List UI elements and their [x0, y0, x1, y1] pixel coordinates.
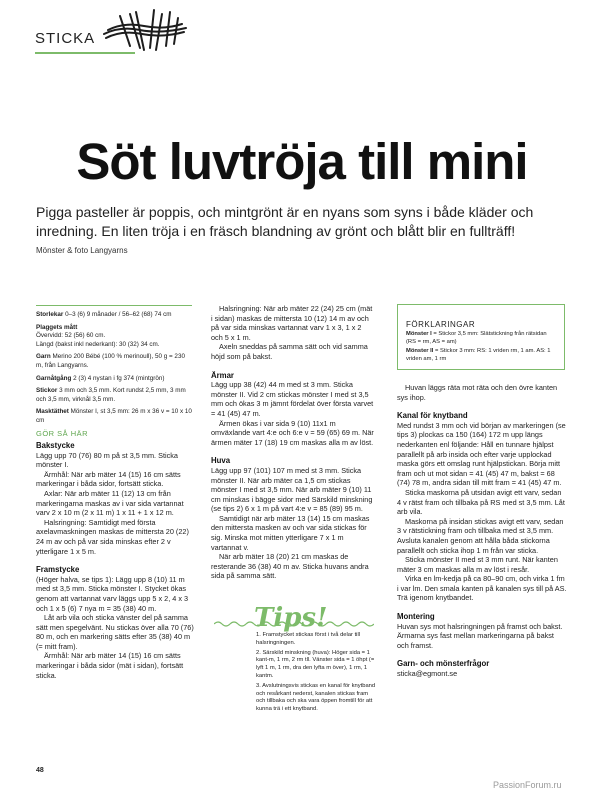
- page-number: 48: [36, 767, 44, 774]
- section-heading: Montering: [397, 612, 435, 622]
- article-title: Söt luvtröja till mini: [76, 133, 528, 190]
- spec-label: Masktäthet: [36, 408, 69, 416]
- legend-heading: FÖRKLARINGAR: [406, 320, 476, 329]
- tips-box: [256, 632, 376, 716]
- section-tag: STICKA: [35, 30, 96, 47]
- column-2: [211, 304, 374, 581]
- paragraph: Med rundst 3 mm och vid början av markeringen (se tips 3) plockas ca 150 (164) 172 m upp längs nederkanten enl följande: Håll en tunnare hjälpst parallellt på arb insida och efter varje upplockad maska görs ett omslag runt hjälpstickan. Börja mitt fram och ut mot sidan = 41 (45) 47 m, bakst = 68 (74) 78 m, andra sidan till mitt fram = 41 (45) 47 m.: [397, 420, 566, 488]
- section-heading: Kanal för knytband: [397, 411, 468, 421]
- legend-label: Mönster II: [406, 348, 434, 355]
- paragraph: Sticka mönster II med st 3 mm runt. När kanten mäter 3 cm maskas alla m av löst i resår.: [397, 555, 558, 574]
- spec-label: Garn: [36, 353, 51, 361]
- paragraph: Halsringning: När arb mäter 22 (24) 25 cm (mät i sidan) maskas de mittersta 10 (12) 14 m av och på var sida minskas vartannat varv 1 x 3, 1 x 2 och 5 x 1 m.: [211, 304, 373, 342]
- legend-label: Mönster I: [406, 331, 432, 337]
- article-lead: Pigga pasteller är poppis, och mintgrönt är en nyans som syns i både kläder och inredning. En liten tröja i en fräsch blandning av grönt och blått blir en fullträff!: [36, 204, 534, 239]
- specs-box: Storlekar 0–3 (6) 9 månader / 56–62 (68) 74 cm Plaggets mått Övervidd: 52 (56) 60 cm. Längd (bakst inkl nederkant): 30 (32) 34 cm. Garn Merino 200 Bébé (100 % merinoull), 50 g = 230 m, från Langyarns. Garnåtgång 2 (3) 4 nystan i fg 374 (mintgrön) Stickor 3 mm och 3,5 mm. Kort rundst 2,5 mm, 3 mm och 3,5 mm, virknål 3,5 mm. Masktäthet Mönster I, st 3,5 mm: 26 m x 36 v = 10 x 10 cm: [36, 305, 192, 430]
- column-1: [36, 441, 196, 680]
- article-credit: Mönster & foto Langyarns: [36, 246, 128, 255]
- contact-heading: Garn- och mönsterfrågor: [397, 659, 490, 669]
- tips-title: Tips!: [254, 603, 328, 633]
- spec-label: Garnåtgång: [36, 374, 72, 382]
- paragraph: Ärmhål: När arb mäter 14 (15) 16 cm sätts markeringar i båda sidor (mät i sidan), fortsätt sticka.: [36, 651, 184, 680]
- paragraph: Ärmen ökas i var sida 9 (10) 11x1 m omväxlande vart 4:e och 6:e v = 59 (65) 69 m. När ärmen mäter 17 (18) 19 cm maskas alla m av löst.: [211, 418, 374, 447]
- paragraph: Axeln sneddas på samma sätt och vid samma höjd som på bakst.: [211, 342, 368, 361]
- tip-item: 2. Särskild minskning (huva): Höger sida = 1 kant-m, 1 rm, 2 rm tll. Vänster sida = 1 öhpt (= lyft 1 m, 1 rm, dra den lyfta m över), 1 rm, 1 kantm.: [256, 649, 375, 679]
- legend-body: Mönster I = Stickor 3,5 mm: Slätstickning från rätsidan (RS = rm, AS = am) Mönster II = Stickor 3 mm: RS: 1 vriden rm, 1 am. AS: 1 vriden am, 1 rm: [406, 331, 551, 362]
- paragraph: Låt arb vila och sticka vänster del på samma sätt men spegelvänt. Nu stickas över alla 70 (76) 80 m, och en markering sätts efter 35 (38) 40 m (= mitt fram).: [36, 613, 194, 651]
- section-heading: Huva: [211, 456, 231, 466]
- watermark: PassionForum.ru: [493, 780, 562, 790]
- paragraph: Huvan läggs räta mot räta och den övre kanten sys ihop.: [397, 383, 558, 402]
- paragraph: Ärmhål: När arb mäter 14 (15) 16 cm sätts markeringar i båda sidor, fortsätt sticka.: [36, 469, 181, 489]
- paragraph: Lägg upp 38 (42) 44 m med st 3 mm. Sticka mönster II. Vid 2 cm stickas mönster I med st 3,5 mm och ökas 3 m jämnt fördelat över första varvet = 41 (45) 47 m.: [211, 380, 374, 418]
- tip-item: 3. Avslutningsvis stickas en kanal för knytband och resårkant nederst, kanalen stickas fram och tillbaka och ska vara öppen fromtill för att kunna trä i ett knytband.: [256, 682, 376, 713]
- contact-email: sticka@egmont.se: [397, 669, 458, 679]
- paragraph: Virka en lm-kedja på ca 80–90 cm, och virka 1 fm i var lm. Den smala kanten på kanalen sys till på AS. Trä igenom knytbandet.: [397, 574, 567, 603]
- section-heading: Ärmar: [211, 370, 234, 380]
- paragraph: Lägg upp 97 (101) 107 m med st 3 mm. Sticka mönster II. När arb mäter ca 1,5 cm stickas mönster I med st 3,5 mm. När arb mäter 9 (10) 11 cm minskas i bägge sidor med Särskild minskning (se tips 2) 6 x 1 m på vart 4:e v = 85 (89) 95 m.: [211, 465, 373, 514]
- tip-item: 1. Framstycket stickas först i två delar till halsringningen.: [256, 632, 361, 646]
- paragraph: Axlar: När arb mäter 11 (12) 13 cm från markeringarna maskas av i var sida vartannat varv 2 x 10 m (2 x 11 m) 1 x 11 + 1 x 12 m.: [36, 488, 184, 518]
- spec-label: Storlekar: [36, 311, 64, 318]
- paragraph: Halsringning: Samtidigt med första axelavmaskningen maskas de mittersta 20 (22) 24 m av och på var sida minskas efter 2 v ytterligare 1 x 5 m.: [36, 517, 189, 556]
- paragraph: Maskorna på insidan stickas avigt ett varv, sedan 3 v rätstickning fram och tillbaka med st 3,5 mm. Avsluta kanalen genom att hålla båda stickorna parallellt och sticka ihop 1 m från var sticka.: [397, 516, 564, 555]
- paragraph: Huvan sys mot halsringningen på framst och bakst. Ärmarna sys fast mellan markeringarna på bakst och framst.: [397, 621, 563, 650]
- paragraph: Lägg upp 70 (76) 80 m på st 3,5 mm. Sticka mönster I.: [36, 450, 178, 470]
- paragraph: När arb mäter 18 (20) 21 cm maskas de resterande 36 (38) 40 m av. Sticka huvans andra sida på samma sätt.: [211, 552, 369, 581]
- spec-label: Plaggets mått: [36, 323, 78, 331]
- how-to-heading: GÖR SÅ HÄR: [36, 429, 89, 438]
- section-heading: Bakstycke: [36, 441, 75, 450]
- column-3: [397, 383, 567, 679]
- paragraph: (Höger halva, se tips 1): Lägg upp 8 (10) 11 m med st 3,5 mm. Sticka mönster I. Stycket ökas genom att vartannat varv läggs upp 5 x 2, 4 x 3 och 1 x 5 (6) 7 nya m = 35 (38) 40 m.: [36, 574, 189, 613]
- yarn-skein-icon: [100, 4, 190, 56]
- section-heading: Framstycke: [36, 565, 80, 575]
- paragraph: Sticka maskorna på utsidan avigt ett varv, sedan 4 v rätst fram och tillbaka på RS med st 3,5 mm. Låt arb vila.: [397, 487, 565, 517]
- paragraph: Samtidigt när arb mäter 13 (14) 15 cm maskas den mittersta masken av och var sida stickas för sig. Minska mot mitten ytterligare 7 x 1 m vartannat v.: [211, 513, 370, 552]
- spec-label: Stickor: [36, 387, 58, 395]
